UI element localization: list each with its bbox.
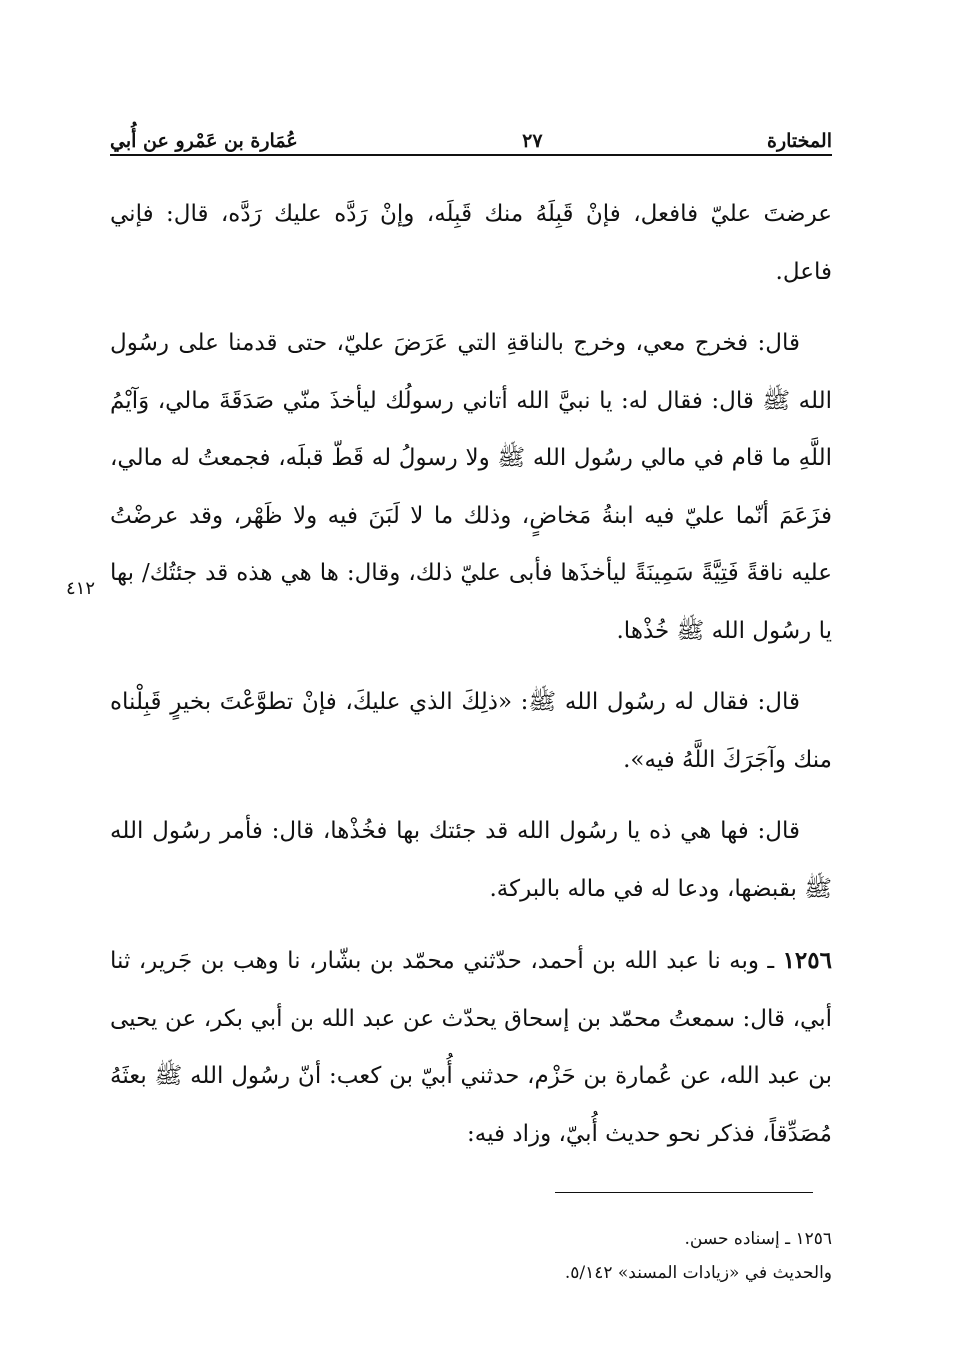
page-number: ٢٧ xyxy=(522,130,543,152)
paragraph-4: قال: فها هي ذه يا رسُول الله قد جئتك بها فخُذْها، قال: فأمر رسُول الله ﷺ بقبضها، ودعا له في ماله بالبركة. xyxy=(110,818,832,902)
margin-page-reference: ٤١٢ xyxy=(66,578,96,599)
chapter-title: عُمَارة بن عَمْرو عن أُبي xyxy=(110,130,298,152)
hadith-number: ١٢٥٦ xyxy=(782,947,832,974)
paragraph-2: قال: فخرج معي، وخرج بالناقةِ التي عَرَضَ عليّ، حتى قدمنا على رسُول الله ﷺ قال: فقال له: يا نبيَّ الله أتاني رسولُك ليأخذَ منّي صَدَقَةَ مالي، وَآيْمُ اللَّهِ ما قام في مالي رسُول الله ﷺ ولا رسولُ له قَطّ قبلَه، فجمعتُ له مالي، فزَعَمَ أنّما عليّ فيه ابنةُ مَخاضٍ، وذلك ما لا لَبَنَ فيه ولا ظَهْر، وقد عرضْتُ عليه ناقةً فَتِيَّةً سَمِينَةً ليأخذَها فأبى عليّ ذلك، وقال: ها هي هذه قد جئتُك/ بها يا رسُول الله ﷺ خُذْها. xyxy=(110,330,832,644)
hadith-text: ـ وبه نا عبد الله بن أحمد، حدّثني محمّد بن بشّار، نا وهب بن جَرير، ثنا أبي، قال: سمعتُ محمّد بن إسحاق يحدّث عن عبد الله بن أبي بكر، عن يحيى بن عبد الله، عن عُمارة بن حَزْم، حدثني أُبيّ بن كعب: أنّ رسُول الله ﷺ بعثَهُ مُصَدِّقاً، فذكر نحو حديث أُبيّ، وزاد فيه: xyxy=(110,948,832,1147)
footnote-divider xyxy=(555,1192,813,1193)
footnote-2: والحديث في «زيادات المسند» ٥/١٤٢. xyxy=(564,1263,832,1283)
paragraph-1: عرضتَ عليّ فافعل، فإنْ قَبِلَهُ منك قَبِلَه، وإنْ رَدَّه عليك رَدَّه، قال: فإني فاعل. xyxy=(110,201,832,285)
footnote-1: ١٢٥٦ ـ إسناده حسن. xyxy=(684,1229,832,1249)
book-title: المختارة xyxy=(767,130,832,152)
main-text xyxy=(110,186,832,1177)
header-divider xyxy=(110,154,832,156)
footnotes xyxy=(110,1222,832,1290)
paragraph-3: قال: فقال له رسُول الله ﷺ: «ذلِكَ الذي عليكَ، فإنْ تطوَّعْتَ بخيرٍ قَبِلْناه منك وآجَرَكَ اللَّهُ فيه». xyxy=(110,689,832,773)
hadith-paragraph xyxy=(110,932,832,1163)
page-header xyxy=(110,112,832,152)
